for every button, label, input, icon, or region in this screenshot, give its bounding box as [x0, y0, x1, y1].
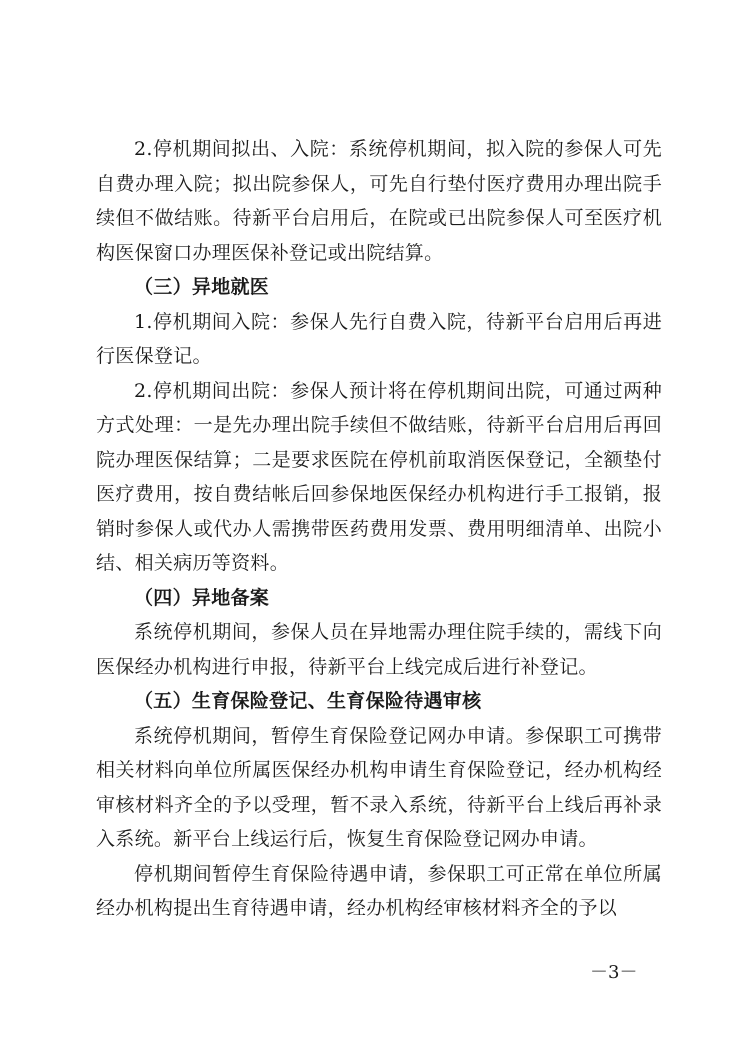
paragraph-maternity-registration: 系统停机期间，暂停生育保险登记网办申请。参保职工可携带相关材料向单位所属医保经办机构申请生育保险登记，经办机构经审核材料齐全的予以受理，暂不录入系统，待新平台上线后再补录入系统。新平台上线运行后，恢复生育保险登记网办申请。	[96, 724, 662, 850]
paragraph-offsite-registration: 系统停机期间，参保人员在异地需办理住院手续的，需线下向医保经办机构进行申报，待新平台上线完成后进行补登记。	[96, 621, 662, 678]
paragraph-offsite-admission: 1.停机期间入院：参保人先行自费入院，待新平台启用后再进行医保登记。	[96, 310, 662, 367]
paragraph-maternity-benefits: 停机期间暂停生育保险待遇申请，参保职工可正常在单位所属经办机构提出生育待遇申请，经办机构经审核材料齐全的予以	[96, 862, 662, 919]
paragraph-discharge-admission-local: 2.停机期间拟出、入院：系统停机期间，拟入院的参保人可先自费办理入院；拟出院参保人，可先自行垫付医疗费用办理出院手续但不做结账。待新平台启用后，在院或已出院参保人可至医疗机构医保窗口办理医保补登记或出院结算。	[96, 138, 662, 264]
section-heading-offsite-medical: （三）异地就医	[134, 276, 270, 298]
section-heading-maternity-insurance: （五）生育保险登记、生育保险待遇审核	[134, 690, 482, 712]
section-heading-offsite-registration: （四）异地备案	[134, 586, 270, 609]
document-body	[96, 132, 662, 926]
page-number: －3－	[590, 962, 638, 983]
paragraph-offsite-discharge: 2.停机期间出院：参保人预计将在停机期间出院，可通过两种方式处理：一是先办理出院手续但不做结账，待新平台启用后再回院办理医保结算；二是要求医院在停机前取消医保登记，全额垫付医疗费用，按自费结帐后回参保地医保经办机构进行手工报销，报销时参保人或代办人需携带医药费用发票、费用明细清单、出院小结、相关病历等资料。	[96, 379, 662, 574]
